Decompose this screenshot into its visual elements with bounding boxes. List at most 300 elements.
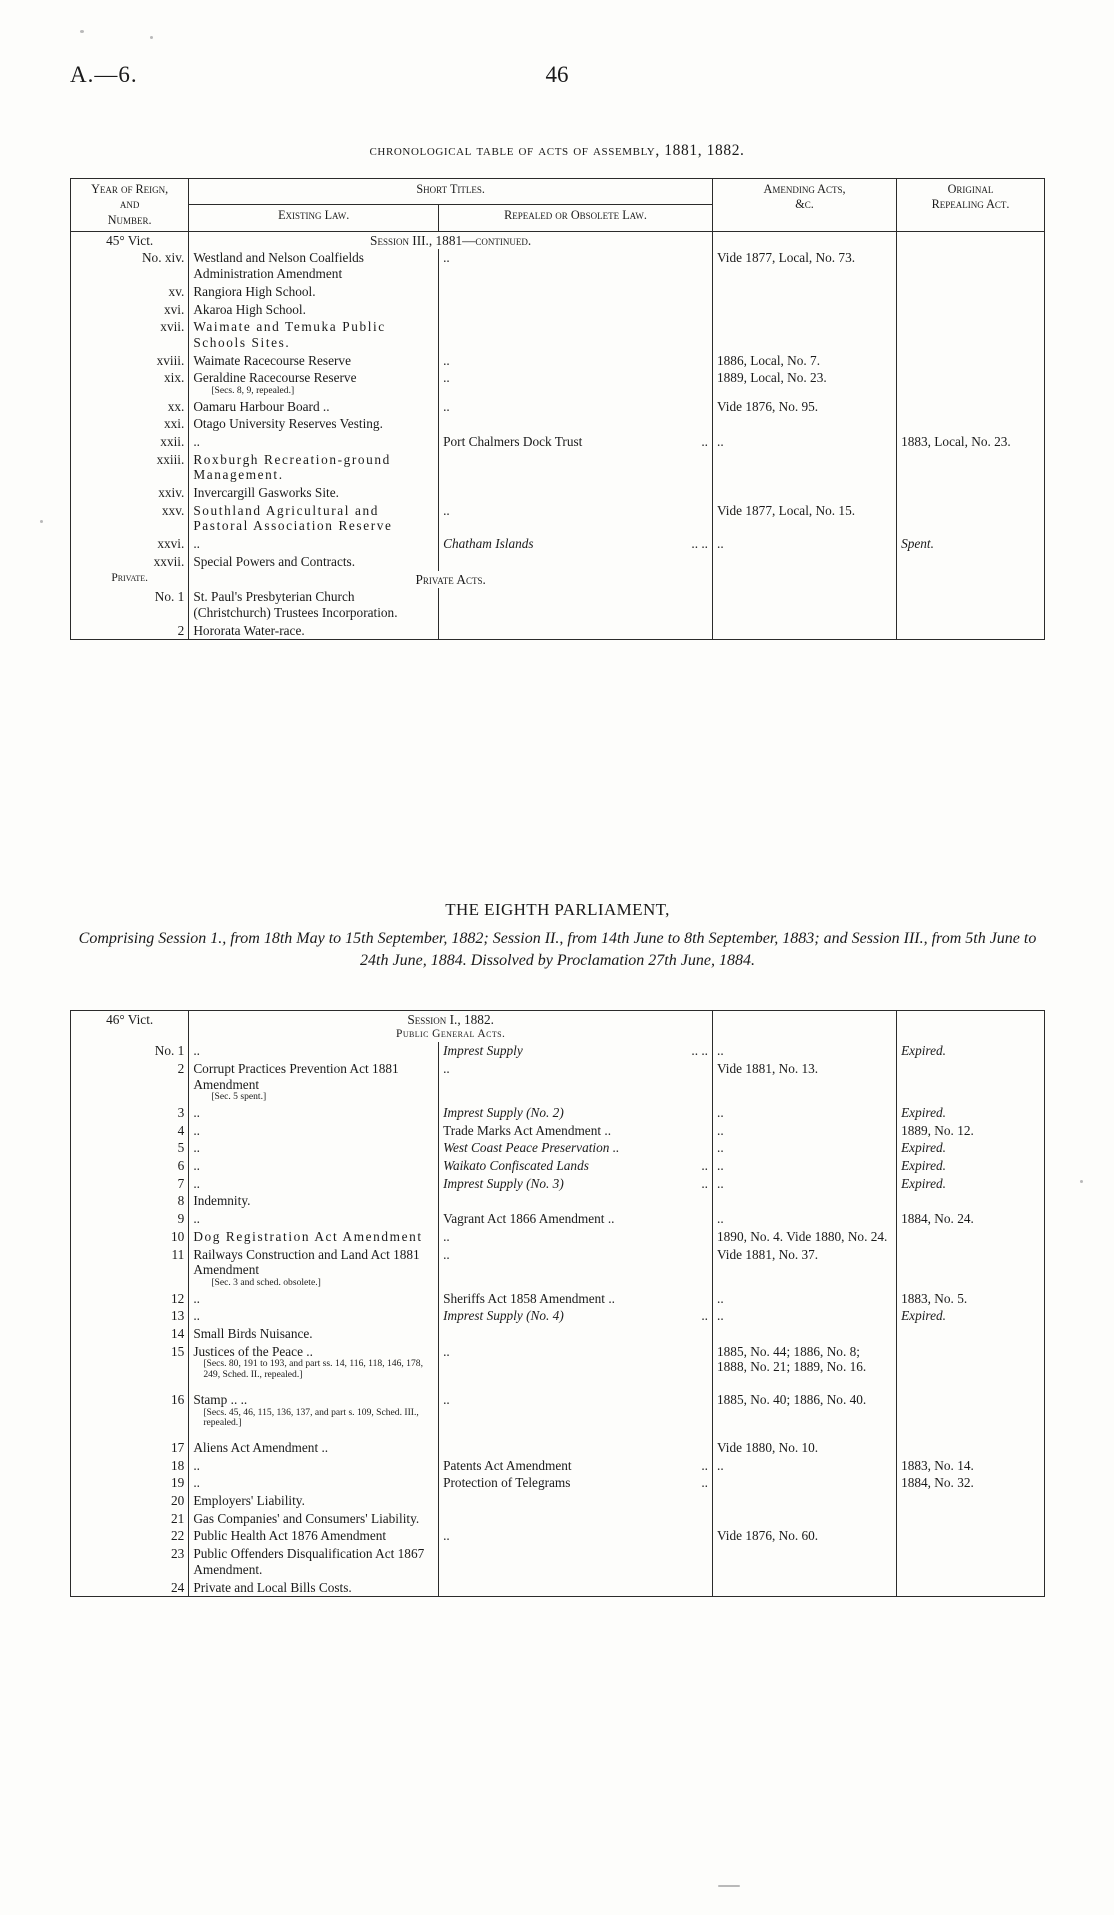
row-repealed: Trade Marks Act Amendment .. bbox=[439, 1122, 713, 1140]
row-repealed: .. bbox=[439, 1343, 713, 1382]
row-original bbox=[897, 301, 1045, 319]
row-number: 10 bbox=[71, 1228, 189, 1246]
row-original: Expired. bbox=[897, 1042, 1045, 1060]
row-existing-text: Stamp .. .. bbox=[193, 1391, 248, 1407]
row-repealed: .. bbox=[439, 369, 713, 397]
row-amending bbox=[713, 1579, 897, 1597]
row-repealed: .. bbox=[439, 502, 713, 535]
table-row bbox=[71, 1430, 1045, 1457]
private-heading-row bbox=[71, 571, 1045, 589]
col-original-l2: Repealing Act. bbox=[931, 197, 1010, 212]
row-repealed-dots: .. bbox=[701, 1175, 708, 1191]
scan-speck bbox=[1080, 1180, 1083, 1183]
session2-subheading: Public General Acts. bbox=[396, 1027, 506, 1040]
row-amending bbox=[713, 1545, 897, 1578]
row-repealed: Imprest Supply (No. 2) bbox=[439, 1104, 713, 1122]
row-repealed bbox=[439, 1510, 713, 1528]
row-repealed bbox=[439, 553, 713, 571]
row-existing: .. bbox=[189, 1139, 439, 1157]
table-row bbox=[71, 318, 1045, 351]
table-row bbox=[71, 301, 1045, 319]
row-existing: .. bbox=[189, 1042, 439, 1060]
row-repealed-dots: .. bbox=[701, 1457, 708, 1473]
parliament-body: Comprising Session 1., from 18th May to 15th September, 1882; Session II., from 14th June to 8th September, 1883; and Session III., from 5th June to 24th June, 1884. Dissolved by Proclamation 27th June, 1884. bbox=[78, 930, 1037, 970]
col-year-l3: Number. bbox=[107, 212, 152, 227]
row-original bbox=[897, 1430, 1045, 1457]
row-note: [Sec. 5 spent.] bbox=[211, 1091, 267, 1103]
row-original bbox=[897, 1382, 1045, 1430]
col-existing: Existing Law. bbox=[189, 205, 439, 231]
row-amending: .. bbox=[713, 1175, 897, 1193]
row-repealed-dots: .. .. bbox=[691, 1043, 708, 1059]
table-row bbox=[71, 1382, 1045, 1430]
chronological-table-1882 bbox=[70, 1010, 1045, 1597]
table-row bbox=[71, 502, 1045, 535]
row-repealed bbox=[439, 1545, 713, 1578]
spacer-orig bbox=[897, 231, 1045, 249]
row-existing-text: Public Health Act 1876 Amendment bbox=[193, 1528, 387, 1544]
row-repealed bbox=[439, 1175, 713, 1193]
table-row bbox=[71, 1175, 1045, 1193]
row-existing: Akaroa High School. bbox=[189, 301, 439, 319]
row-number: 4 bbox=[71, 1122, 189, 1140]
row-repealed-dots: .. bbox=[701, 1475, 708, 1491]
row-existing-text: St. Paul's Presbyterian Church (Christchurch) Trustees Incorporation. bbox=[193, 589, 398, 620]
row-amending: 1889, Local, No. 23. bbox=[713, 369, 897, 397]
row-original bbox=[897, 283, 1045, 301]
row-amending bbox=[713, 1325, 897, 1343]
private-heading-text: Private Acts. bbox=[415, 571, 486, 587]
row-amending: Vide 1880, No. 10. bbox=[713, 1430, 897, 1457]
row-original bbox=[897, 1246, 1045, 1290]
private-heading bbox=[189, 571, 713, 589]
row-repealed bbox=[439, 1430, 713, 1457]
table-row bbox=[71, 1139, 1045, 1157]
row-existing bbox=[189, 1343, 439, 1382]
row-number: 17 bbox=[71, 1430, 189, 1457]
row-amending: .. bbox=[713, 1122, 897, 1140]
row-number: 13 bbox=[71, 1307, 189, 1325]
row-number: xx. bbox=[71, 398, 189, 416]
row-number: xxi. bbox=[71, 415, 189, 433]
row-amending bbox=[713, 588, 897, 621]
row-original: Expired. bbox=[897, 1157, 1045, 1175]
row-repealed-text: Protection of Telegrams bbox=[443, 1475, 571, 1491]
table-row bbox=[71, 1343, 1045, 1382]
row-existing: Aliens Act Amendment .. bbox=[189, 1430, 439, 1457]
spacer-amend bbox=[713, 231, 897, 249]
row-number: 18 bbox=[71, 1457, 189, 1475]
row-number: 9 bbox=[71, 1210, 189, 1228]
row-existing-text: Waimate and Temuka Public Schools Sites. bbox=[193, 319, 386, 350]
row-number: 6 bbox=[71, 1157, 189, 1175]
row-amending: .. bbox=[713, 1157, 897, 1175]
col-original bbox=[897, 179, 1045, 232]
row-amending bbox=[713, 553, 897, 571]
row-existing-text: Gas Companies' and Consumers' Liability. bbox=[193, 1510, 420, 1526]
row-number: 14 bbox=[71, 1325, 189, 1343]
table-head bbox=[71, 179, 1045, 232]
row-number: 3 bbox=[71, 1104, 189, 1122]
table-row bbox=[71, 1246, 1045, 1290]
page-title bbox=[0, 142, 1114, 160]
row-existing: Waimate Racecourse Reserve bbox=[189, 352, 439, 370]
row-number: No. 1 bbox=[71, 1042, 189, 1060]
reign-cell: 45° Vict. bbox=[71, 231, 189, 249]
folio-left: A.—6. bbox=[70, 62, 138, 87]
row-number: xxiv. bbox=[71, 484, 189, 502]
row-number: No. xiv. bbox=[71, 249, 189, 282]
row-note: [Secs. 45, 46, 115, 136, 137, and part s. 109, Sched. III., repealed.] bbox=[203, 1406, 419, 1429]
row-existing-text: Roxburgh Recreation-ground Management. bbox=[193, 451, 391, 483]
row-number: 8 bbox=[71, 1192, 189, 1210]
row-existing-text: Westland and Nelson Coalfields Administration Amendment bbox=[193, 250, 364, 282]
row-number: 7 bbox=[71, 1175, 189, 1193]
row-existing bbox=[189, 1382, 439, 1430]
row-number: 5 bbox=[71, 1139, 189, 1157]
row-amending: .. bbox=[713, 1290, 897, 1308]
row-existing: Oamaru Harbour Board .. bbox=[189, 398, 439, 416]
table-row bbox=[71, 415, 1045, 433]
row-existing: .. bbox=[189, 1474, 439, 1492]
table-row bbox=[71, 1192, 1045, 1210]
row-amending: .. bbox=[713, 1104, 897, 1122]
col-original-l1: Original bbox=[947, 182, 994, 196]
row-original: 1884, No. 32. bbox=[897, 1474, 1045, 1492]
row-amending: .. bbox=[713, 1139, 897, 1157]
row-amending bbox=[713, 301, 897, 319]
row-existing: .. bbox=[189, 1210, 439, 1228]
row-number: xvi. bbox=[71, 301, 189, 319]
row-number: 21 bbox=[71, 1510, 189, 1528]
row-existing: .. bbox=[189, 535, 439, 553]
row-repealed bbox=[439, 1492, 713, 1510]
row-number: xvii. bbox=[71, 318, 189, 351]
table-row bbox=[71, 1457, 1045, 1475]
row-amending bbox=[713, 318, 897, 351]
row-existing bbox=[189, 1510, 439, 1528]
chronological-table-1881 bbox=[70, 178, 1045, 640]
row-amending bbox=[713, 1492, 897, 1510]
row-repealed bbox=[439, 484, 713, 502]
row-repealed bbox=[439, 318, 713, 351]
row-existing-text: Special Powers and Contracts. bbox=[193, 553, 356, 569]
col-amending-l2: &c. bbox=[795, 197, 814, 212]
row-number: 2 bbox=[71, 1060, 189, 1104]
row-existing: Small Birds Nuisance. bbox=[189, 1325, 439, 1343]
row-existing bbox=[189, 502, 439, 535]
table-row bbox=[71, 433, 1045, 451]
row-existing: Hororata Water-race. bbox=[189, 622, 439, 640]
row-existing: Invercargill Gasworks Site. bbox=[189, 484, 439, 502]
table-row bbox=[71, 1042, 1045, 1060]
row-original bbox=[897, 1228, 1045, 1246]
private-label: Private. bbox=[71, 571, 189, 589]
row-repealed bbox=[439, 1192, 713, 1210]
row-number: 24 bbox=[71, 1579, 189, 1597]
row-existing-text: Otago University Reserves Vesting. bbox=[193, 416, 383, 432]
row-repealed-dots: .. .. bbox=[691, 536, 708, 552]
row-original bbox=[897, 1325, 1045, 1343]
row-amending: Vide 1876, No. 60. bbox=[713, 1527, 897, 1545]
row-repealed: .. bbox=[439, 398, 713, 416]
row-existing-text: Railways Construction and Land Act 1881 Amendment bbox=[193, 1246, 420, 1278]
scan-speck bbox=[40, 520, 43, 523]
row-number: xxiii. bbox=[71, 451, 189, 484]
row-existing bbox=[189, 369, 439, 397]
row-existing bbox=[189, 249, 439, 282]
col-year-l2: and bbox=[119, 197, 140, 212]
row-existing: Employers' Liability. bbox=[189, 1492, 439, 1510]
row-amending: .. bbox=[713, 433, 897, 451]
table-row bbox=[71, 1104, 1045, 1122]
row-repealed bbox=[439, 433, 713, 451]
scan-speck bbox=[80, 30, 84, 33]
row-existing bbox=[189, 318, 439, 351]
row-note: [Secs. 80, 191 to 193, and part ss. 14, 116, 118, 146, 178, 249, Sched. II., repealed.] bbox=[203, 1358, 423, 1381]
row-original: Spent. bbox=[897, 535, 1045, 553]
table-body-1 bbox=[71, 231, 1045, 640]
parliament-note bbox=[70, 900, 1045, 972]
row-repealed-text: Imprest Supply bbox=[443, 1043, 523, 1059]
row-amending bbox=[713, 415, 897, 433]
row-repealed bbox=[439, 1157, 713, 1175]
row-amending bbox=[713, 1474, 897, 1492]
row-original bbox=[897, 451, 1045, 484]
row-amending: .. bbox=[713, 535, 897, 553]
session2-heading-text: Session I., 1882. bbox=[407, 1012, 494, 1027]
row-original bbox=[897, 1545, 1045, 1578]
session2-heading bbox=[189, 1011, 713, 1043]
row-repealed: Vagrant Act 1866 Amendment .. bbox=[439, 1210, 713, 1228]
row-original bbox=[897, 502, 1045, 535]
col-year-l1: Year of Reign, bbox=[91, 182, 169, 196]
table-row bbox=[71, 588, 1045, 621]
row-repealed-dots: .. bbox=[701, 434, 708, 450]
table-row bbox=[71, 622, 1045, 640]
spacer-amend-2 bbox=[713, 571, 897, 589]
row-original bbox=[897, 415, 1045, 433]
table-row bbox=[71, 1307, 1045, 1325]
row-repealed bbox=[439, 622, 713, 640]
table-row bbox=[71, 1325, 1045, 1343]
row-repealed bbox=[439, 451, 713, 484]
row-number: 15 bbox=[71, 1343, 189, 1382]
row-number: No. 1 bbox=[71, 588, 189, 621]
row-repealed: Sheriffs Act 1858 Amendment .. bbox=[439, 1290, 713, 1308]
row-original: 1883, No. 5. bbox=[897, 1290, 1045, 1308]
col-year bbox=[71, 179, 189, 232]
session-heading-row bbox=[71, 231, 1045, 249]
session-heading bbox=[189, 231, 713, 249]
row-repealed-text: Imprest Supply (No. 3) bbox=[443, 1175, 564, 1191]
row-repealed: .. bbox=[439, 1527, 713, 1545]
row-number: xxv. bbox=[71, 502, 189, 535]
row-original bbox=[897, 318, 1045, 351]
row-repealed bbox=[439, 1307, 713, 1325]
row-repealed bbox=[439, 1474, 713, 1492]
row-existing bbox=[189, 1545, 439, 1578]
row-repealed: .. bbox=[439, 1228, 713, 1246]
table-row bbox=[71, 1290, 1045, 1308]
row-existing-text: Justices of the Peace .. bbox=[193, 1343, 313, 1359]
row-number: xix. bbox=[71, 369, 189, 397]
table-row bbox=[71, 451, 1045, 484]
row-repealed bbox=[439, 1042, 713, 1060]
row-amending: .. bbox=[713, 1042, 897, 1060]
row-note: [Sec. 3 and sched. obsolete.] bbox=[211, 1276, 321, 1288]
row-existing: Indemnity. bbox=[189, 1192, 439, 1210]
row-number: 19 bbox=[71, 1474, 189, 1492]
row-repealed-text: Chatham Islands bbox=[443, 536, 534, 552]
row-repealed bbox=[439, 1579, 713, 1597]
table-row bbox=[71, 1210, 1045, 1228]
row-repealed: .. bbox=[439, 249, 713, 282]
row-existing bbox=[189, 1228, 439, 1246]
row-original bbox=[897, 1192, 1045, 1210]
row-original bbox=[897, 1510, 1045, 1528]
row-amending: .. bbox=[713, 1210, 897, 1228]
spacer-orig-2 bbox=[897, 571, 1045, 589]
table-row bbox=[71, 1527, 1045, 1545]
row-number: xxii. bbox=[71, 433, 189, 451]
table-row bbox=[71, 283, 1045, 301]
row-original bbox=[897, 1060, 1045, 1104]
row-original bbox=[897, 369, 1045, 397]
parliament-title: THE EIGHTH PARLIAMENT, bbox=[445, 900, 670, 919]
row-amending bbox=[713, 1510, 897, 1528]
row-existing: .. bbox=[189, 1104, 439, 1122]
row-original bbox=[897, 553, 1045, 571]
row-amending bbox=[713, 622, 897, 640]
row-repealed bbox=[439, 301, 713, 319]
row-number: 22 bbox=[71, 1527, 189, 1545]
row-original bbox=[897, 398, 1045, 416]
row-amending bbox=[713, 283, 897, 301]
folio-center: 46 bbox=[545, 62, 569, 87]
row-amending bbox=[713, 451, 897, 484]
row-existing-text: Southland Agricultural and Pastoral Association Reserve bbox=[193, 502, 393, 534]
row-number: xv. bbox=[71, 283, 189, 301]
row-repealed-text: Waikato Confiscated Lands bbox=[443, 1158, 589, 1174]
row-amending: 1885, No. 40; 1886, No. 40. bbox=[713, 1382, 897, 1430]
table-row bbox=[71, 249, 1045, 282]
table-row bbox=[71, 1228, 1045, 1246]
table-row bbox=[71, 484, 1045, 502]
session-heading-text: Session III., 1881—continued. bbox=[370, 232, 532, 248]
row-number: 12 bbox=[71, 1290, 189, 1308]
table-row bbox=[71, 1545, 1045, 1578]
table-row bbox=[71, 1157, 1045, 1175]
row-original bbox=[897, 1343, 1045, 1382]
row-existing: .. bbox=[189, 1122, 439, 1140]
row-original bbox=[897, 352, 1045, 370]
row-original bbox=[897, 622, 1045, 640]
row-repealed bbox=[439, 1325, 713, 1343]
reign-cell-2: 46° Vict. bbox=[71, 1011, 189, 1043]
row-repealed bbox=[439, 1457, 713, 1475]
row-amending: .. bbox=[713, 1457, 897, 1475]
row-repealed: West Coast Peace Preservation .. bbox=[439, 1139, 713, 1157]
row-existing-text: Geraldine Racecourse Reserve bbox=[193, 370, 357, 386]
table-body-2 bbox=[71, 1011, 1045, 1597]
row-existing-text: Corrupt Practices Prevention Act 1881 Amendment bbox=[193, 1060, 399, 1092]
table-row bbox=[71, 553, 1045, 571]
row-amending: 1885, No. 44; 1886, No. 8; 1888, No. 21; 1889, No. 16. bbox=[713, 1343, 897, 1382]
table-row bbox=[71, 1492, 1045, 1510]
row-existing-text: Private and Local Bills Costs. bbox=[193, 1579, 352, 1595]
table-row bbox=[71, 1122, 1045, 1140]
session2-heading-row bbox=[71, 1011, 1045, 1043]
row-amending: Vide 1877, Local, No. 73. bbox=[713, 249, 897, 282]
row-amending: 1886, Local, No. 7. bbox=[713, 352, 897, 370]
row-amending bbox=[713, 1192, 897, 1210]
row-amending: Vide 1881, No. 13. bbox=[713, 1060, 897, 1104]
row-existing: .. bbox=[189, 433, 439, 451]
row-original bbox=[897, 588, 1045, 621]
row-existing: .. bbox=[189, 1290, 439, 1308]
row-existing: Rangiora High School. bbox=[189, 283, 439, 301]
row-number: xviii. bbox=[71, 352, 189, 370]
row-existing-text: Dog Registration Act Amendment bbox=[193, 1228, 423, 1244]
table-row bbox=[71, 398, 1045, 416]
row-existing: .. bbox=[189, 1307, 439, 1325]
row-existing-text: Public Offenders Disqualification Act 1867 Amendment. bbox=[193, 1546, 425, 1577]
page-title-text: chronological table of acts of assembly, 1881, 1882. bbox=[369, 142, 745, 159]
row-existing bbox=[189, 1060, 439, 1104]
row-existing: .. bbox=[189, 1157, 439, 1175]
row-number: 16 bbox=[71, 1382, 189, 1430]
row-original: Expired. bbox=[897, 1175, 1045, 1193]
row-number: xxvi. bbox=[71, 535, 189, 553]
row-existing bbox=[189, 553, 439, 571]
row-original: 1889, No. 12. bbox=[897, 1122, 1045, 1140]
row-repealed: .. bbox=[439, 1382, 713, 1430]
row-existing: .. bbox=[189, 1175, 439, 1193]
row-existing bbox=[189, 1579, 439, 1597]
scan-speck bbox=[150, 36, 153, 39]
row-repealed: .. bbox=[439, 1060, 713, 1104]
table-row bbox=[71, 1060, 1045, 1104]
row-original: 1883, No. 14. bbox=[897, 1457, 1045, 1475]
table-row bbox=[71, 1579, 1045, 1597]
table-row bbox=[71, 535, 1045, 553]
col-short-titles: Short Titles. bbox=[189, 179, 713, 205]
row-original bbox=[897, 1527, 1045, 1545]
scan-speck bbox=[718, 1885, 740, 1887]
row-original bbox=[897, 249, 1045, 282]
row-amending: 1890, No. 4. Vide 1880, No. 24. bbox=[713, 1228, 897, 1246]
row-number: 2 bbox=[71, 622, 189, 640]
spacer-orig-3 bbox=[897, 1011, 1045, 1043]
row-number: 23 bbox=[71, 1545, 189, 1578]
row-repealed-text: Patents Act Amendment bbox=[443, 1457, 572, 1473]
col-repealed: Repealed or Obsolete Law. bbox=[439, 205, 713, 231]
row-repealed bbox=[439, 535, 713, 553]
row-original bbox=[897, 484, 1045, 502]
row-repealed: .. bbox=[439, 1246, 713, 1290]
row-existing bbox=[189, 588, 439, 621]
row-existing: .. bbox=[189, 1457, 439, 1475]
row-number: xxvii. bbox=[71, 553, 189, 571]
spacer-amend-3 bbox=[713, 1011, 897, 1043]
row-amending: Vide 1876, No. 95. bbox=[713, 398, 897, 416]
row-existing bbox=[189, 1527, 439, 1545]
row-original: 1884, No. 24. bbox=[897, 1210, 1045, 1228]
row-repealed bbox=[439, 415, 713, 433]
col-amending bbox=[713, 179, 897, 232]
row-original: 1883, Local, No. 23. bbox=[897, 433, 1045, 451]
